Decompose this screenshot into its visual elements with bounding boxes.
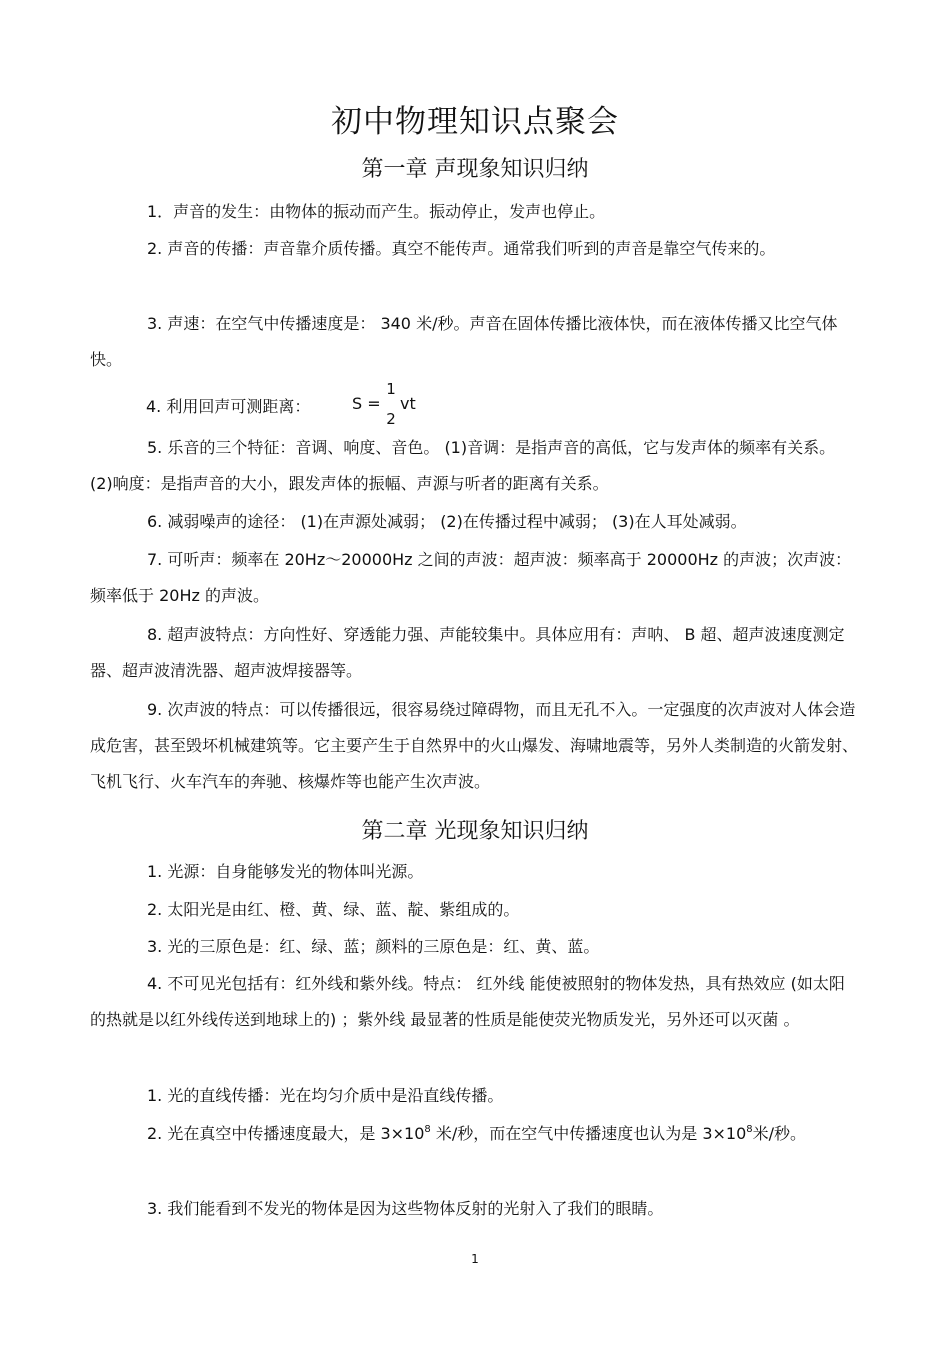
ch1-item-1: 1．声音的发生：由物体的振动而产生。振动停止，发声也停止。 <box>147 202 606 221</box>
ch1-item-9: 9. 次声波的特点：可以传播很远，很容易绕过障碍物，而且无孔不入。一定强度的次声波对人体会造成危害，甚至毁坏机械建筑等。它主要产生于自然界中的火山爆发、海啸地震等，另外人类制造的火箭发射、飞机飞行、火车汽车的奔驰、核爆炸等也能产生次声波。 <box>90 700 859 791</box>
page-number: 1 <box>471 1252 479 1266</box>
formula-numerator: 1 <box>386 380 396 398</box>
formula-label: 4. 利用回声可测距离： <box>146 397 311 416</box>
ch1-item-8: 8. 超声波特点：方向性好、穿透能力强、声能较集中。具体应用有：声呐、 B 超、超声波速度测定器、超声波清洗器、超声波焊接器等。 <box>90 625 845 680</box>
page-title: 初中物理知识点聚会 <box>331 104 619 140</box>
ch2-item-1: 1. 光源：自身能够发光的物体叫光源。 <box>147 862 424 881</box>
ch2-item-4: 4. 不可见光包括有：红外线和紫外线。特点： 红外线 能使被照射的物体发热，具有热效应 (如太阳的热就是以红外线传送到地球上的) ；紫外线 最显著的性质是能使荧光物质发光，另外还可以灭菌 。 <box>90 974 845 1029</box>
speed-part-3: 米/秒。 <box>752 1124 807 1143</box>
ch1-item-6: 6. 减弱噪声的途径： (1)在声源处减弱； (2)在传播过程中减弱； (3)在人耳处减弱。 <box>147 512 747 531</box>
formula-rhs: vt <box>400 394 416 413</box>
ch2-item-5: 1. 光的直线传播：光在均匀介质中是沿直线传播。 <box>147 1086 504 1105</box>
chapter-2-heading: 第二章 光现象知识归纳 <box>361 819 589 844</box>
chapter-1-heading: 第一章 声现象知识归纳 <box>361 157 589 182</box>
ch1-item-3: 3. 声速：在空气中传播速度是： 340 米/秒。声音在固体传播比液体快，而在液体传播又比空气体快。 <box>90 314 838 369</box>
formula-lhs: S = <box>352 394 381 413</box>
light-speed-paragraph <box>90 1116 860 1152</box>
ch1-item-7: 7. 可听声：频率在 20Hz～20000Hz 之间的声波：超声波：频率高于 20000Hz 的声波；次声波：频率低于 20Hz 的声波。 <box>90 550 852 605</box>
speed-exponent-2: 8 <box>746 1124 753 1135</box>
ch2-item-last: 3. 我们能看到不发光的物体是因为这些物体反射的光射入了我们的眼睛。 <box>147 1199 664 1218</box>
ch1-item-5: 5. 乐音的三个特征：音调、响度、音色。 (1)音调：是指声音的高低，它与发声体的频率有关系。 (2)响度：是指声音的大小，跟发声体的振幅、声源与听者的距离有关系。 <box>90 438 836 493</box>
ch1-item-2: 2. 声音的传播：声音靠介质传播。真空不能传声。通常我们听到的声音是靠空气传来的。 <box>147 239 776 258</box>
speed-part-2: 米/秒，而在空气中传播速度也认为是 3×10 <box>430 1124 747 1143</box>
formula-denominator: 2 <box>386 410 396 428</box>
speed-part-1: 2. 光在真空中传播速度最大，是 3×10 <box>147 1124 425 1143</box>
ch2-item-3: 3. 光的三原色是：红、绿、蓝；颜料的三原色是：红、黄、蓝。 <box>147 937 600 956</box>
ch2-item-2: 2. 太阳光是由红、橙、黄、绿、蓝、靛、紫组成的。 <box>147 900 520 919</box>
speed-exponent-1: 8 <box>424 1124 431 1135</box>
